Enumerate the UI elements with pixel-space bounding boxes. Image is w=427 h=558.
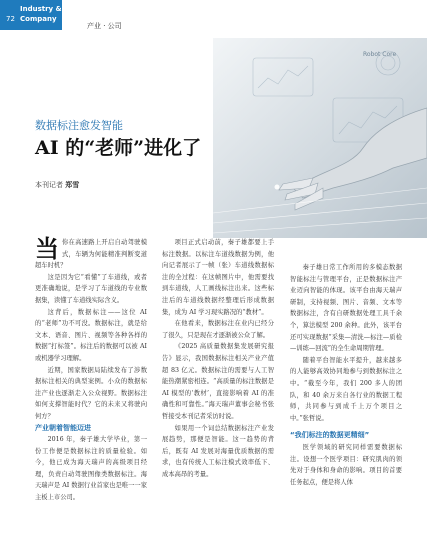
dropcap: 当	[35, 235, 59, 263]
page-number: 72	[6, 15, 15, 23]
section-tab-line2: Company	[20, 15, 57, 23]
article-headline: AI 的“老师”进化了	[35, 137, 202, 159]
section-tab-line1: Industry &	[20, 5, 62, 13]
paragraph: 《2025 高质量数据集发展研究报告》显示，我国数据标注相关产业产值超 83 亿元。数据标注的需要与人工智能热潮紧密相连。“高质量的标注数据是 AI 模型的‘教材’，直接影响着 AI 的准确性和可靠性。”海天瑞声董事会秘书张哲接受本刊记者采访时说。	[162, 343, 274, 420]
paragraph: 这背后，数据标注——这位 AI 的“老师”功不可没。数据标注，就是给文本、语音、图片、视频等各种各样的数据“打标签”。标注后的数据可以被 AI 或机器学习理解。	[35, 308, 147, 362]
paragraph-text: 你在高速路上开启自动驾驶模式，车辆为何能精准判断变道超车时机？	[35, 239, 147, 270]
paragraph: 2016 年，秦子雄大学毕业，第一份工作便是数据标注的质量检验。如今，他已成为海天瑞声的高级项目经理，负责自动驾驶图像类数据标注。海天瑞声是 AI 数据行业首家也是唯一一家主板上市公司。	[35, 436, 147, 502]
hero-image	[213, 38, 427, 238]
article-kicker: 数据标注愈发智能	[35, 119, 123, 132]
subheading: “我们标注的数据更精细”	[290, 431, 370, 440]
paragraph: 这是因为它“看懂”了车道线，或者更准确地说，是学习了车道线的专业数据集，读懂了车道线实际含义。	[35, 273, 147, 304]
paragraph: 项目正式启动前，秦子雄都要上手标注数据。以标注车道线数据为例，他向记者展示了一帧（张）车道线数据标注的全过程：在这帧图片中，他需要找到车道线，人工画线标注出来。这些标注后的车道线数据经整理后形成数据集，成为 AI 学习现实路况的“教材”。	[162, 239, 274, 316]
byline-role: 本刊记者	[35, 181, 63, 189]
paragraph: 如果用一个词总结数据标注产业发展趋势，那便是智能。这一趋势的背后，既有 AI 发展对海量优质数据的需求，也有传统人工标注模式效率低下、成本高昂的考量。	[162, 424, 274, 478]
paragraph: 近期，国家数据局陆续发布了涉数据标注相关的典型案例。小众的数据标注产业也逐渐走入公众视野。数据标注如何支撑智能时代？它的未来又将驶向何方？	[35, 366, 147, 420]
byline-name: 郑雪	[65, 181, 80, 189]
article-column-2	[162, 237, 274, 480]
byline	[35, 180, 79, 190]
paragraph: 秦子雄日常工作所用的多模态数据智能标注与管理平台，正是数据标注产业迈向智能的体现。该平台由海天瑞声研制，支持视频、图片、音频、文本等数据标注，含有自研数据处理工具千余个，算法模型 200 余种。此外，该平台还可实现数据“采集—清洗—标注—质检—训练—回流”的全生命周期管理。	[290, 264, 402, 353]
paragraph: 医学领域的研究同样需要数据标注。设想一个医学项目：研究肌肉的领先对于身体和身命的影响。项目的首要任务起点，便是将人体	[290, 443, 402, 486]
article-column-1	[35, 237, 147, 504]
paragraph	[35, 237, 147, 272]
subheading: 产业朝着智能迈进	[35, 423, 91, 432]
section-tab	[0, 0, 62, 30]
robot-hand-illustration	[213, 38, 427, 238]
article-column-3	[290, 262, 402, 488]
section-label: 产业 · 公司	[87, 22, 122, 30]
paragraph: 在他看来，数据标注在业内已经分了很久，只是现在才逐渐被公众了解。	[162, 320, 274, 339]
hero-caption: Robot Core	[363, 51, 397, 58]
paragraph: 随着平台智能水平提升，越来越多的人能够高效协同地参与到数据标注之中。“截至今年，我们 200 多人的团队，和 40 余万来自各行业的数据工程师，共同参与到成千上万个项目之中。”张哲说。	[290, 356, 402, 422]
